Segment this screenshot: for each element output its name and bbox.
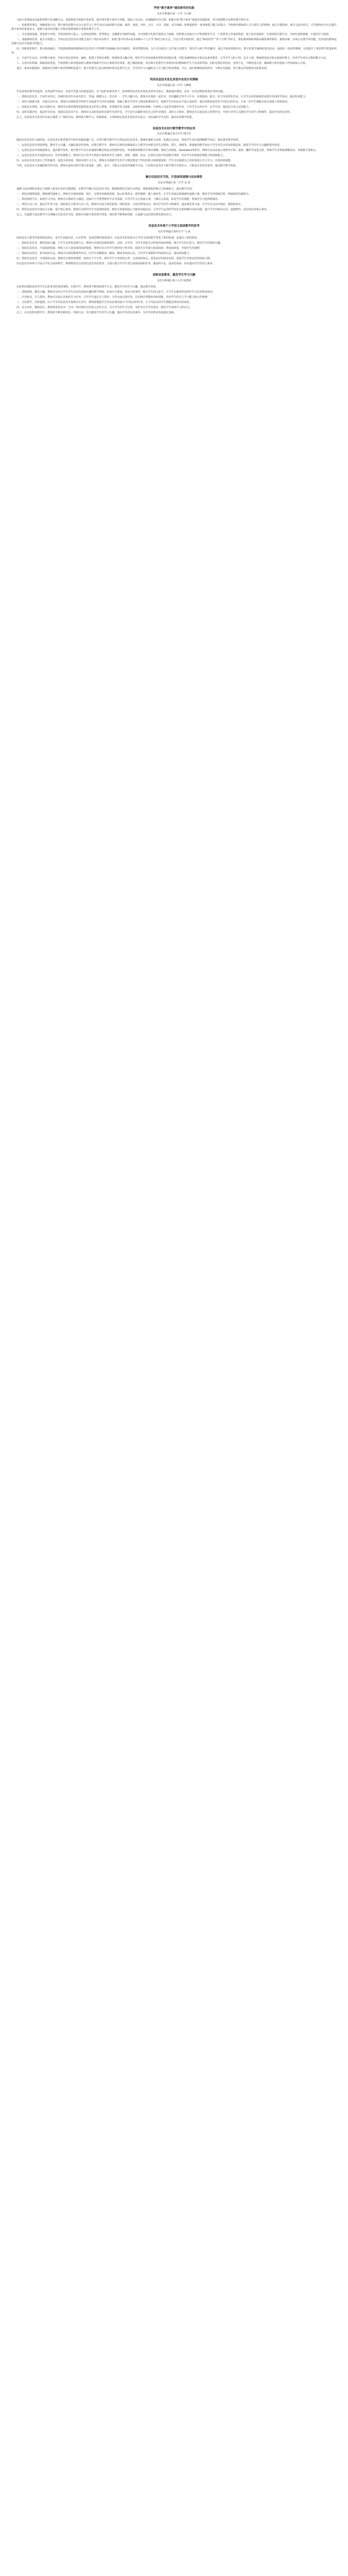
paragraph: 四、利用信息技术开展综合实践，提升核心素养。教师可以组织学生开展网络调查、制作手抄报和演示文稿等实践活动，引导学生运用所学知识分析和解决实际问题，提升学生的政治认同、道德修养、法治观念等核心素养。 [16, 208, 270, 212]
paragraph: 二、任务驱动，自主探究。教师可以设计具体的学习任务，引导学生通过自主探究、合作交流完成任务，在实践中掌握知识和技能，培养学生的自主学习能力和合作精神。 [16, 295, 210, 299]
article-6 [11, 273, 337, 315]
article-author: 吴忠市利通区第六小学 杨慧霞 [157, 279, 191, 282]
paragraph: 道德与法治课程是落实立德树人根本任务的关键课程。在教学中融合信息技术手段，能够使课堂更加生动形象，增强课程的吸引力和感染力，提高教学实效。 [16, 188, 195, 191]
article-author: 吴忠市利通区第二中学 金 艳 [157, 181, 191, 185]
paragraph: 二、利用网络平台，拓展学习空间。教师可以借助学习强国、国家中小学智慧教育平台等资源，引导学生关注国家大事、了解社会发展，拓宽学生的视野，将课堂学习延伸到课外。 [16, 198, 221, 201]
paragraph: 当然，信息技术只是辅助教学的手段，教师在使用过程中要注意适度、适时、适当，不能完全取代传统教学方法。只有将信息技术与数学教学有机结合，才能真正发挥其优势，提高数学教学质量。 [16, 164, 239, 168]
article-title: 创新信息教育，激发学生学习兴趣 [153, 273, 195, 277]
paragraph: 一、借助信息技术，丰富作业形式。传统的英语作业多以抄写、背诵、做题为主，形式单一，学生兴趣不高。教师可以借助一起作业、英语趣配音等学习平台，布置朗读、配音、听力等多样化作业，让学生在轻松愉悦的氛围中巩固所学知识，提高听说能力。 [16, 95, 308, 98]
paragraph: 四、运用信息技术进行个性化辅导，促进全面发展。借助在线学习平台，教师可以根据学生的学习情况推送个性化的练习和微课资源，学生可以根据自己的需要进行自主学习，实现因材施教。 [16, 159, 234, 163]
paragraph: 一、利用多媒体资源，增强课堂感染力。教师可以借助视频、图片、音频等多媒体资源，展示时事热点、典型案例、感人事迹等，让学生身临其境地感受道德力量，激发学生的情感共鸣，增强课堂的感染力。 [16, 193, 252, 196]
paragraph: 三、创设真实情境，设计实践作业。教师可以利用网络资源创设真实的语言情境，布置制作英文海报、录制英语短视频、开展线上交流等实践性作业，引导学生在用中学、在学中用，提高综合语言运用能力。 [16, 105, 252, 109]
article-author: 吴忠市利通区第一小学 马文俊 [157, 12, 191, 15]
paragraph: 三、加强教师培训，提升应用能力。学校以信息技术应用能力提升工程2.0为抓手，采取“集中培训+校本研修+个人自学”相结合的方式，分层分类开展培训。通过“师徒结对”“骨干引领”等形式，帮助教师熟练掌握多媒体课件制作、微课录制、在线互动教学等技能，切实提高教师运用数字技术开展教学的能力。 [11, 38, 337, 45]
article-author: 吴忠市利通区第三中学 马晓梅 [157, 83, 191, 87]
paragraph: 随着信息技术的飞速发展，信息技术在教育教学中的应用越来越广泛。在初中数学教学中合理运用信息技术，能够化抽象为具体、化静态为动态，帮助学生更好地理解数学知识，提高课堂教学效率。 [16, 139, 241, 142]
paragraph: 四、多元评价，激励成长。教师要采用自评、互评、师评相结合的多元评价方式，关注学生的学习过程，及时肯定学生的进步，激发学生持续学习的动力。 [16, 306, 192, 309]
paragraph: 作业是课堂教学的延伸，是巩固所学知识、发展学生能力的重要途径。在“双减”政策背景下，如何利用信息技术优化英语作业设计，做到减负增效，是每一位英语教师需要思考的问题。 [16, 90, 226, 93]
paragraph: 三、借助信息技术，指导阅读方法。教师可以利用微课等形式，向学生讲解默读、略读、精读等阅读方法，引导学生掌握科学的阅读方法，提高阅读能力。 [16, 251, 192, 255]
paragraph: 六、完善评价机制，保障持续发展。学校将数字素养建设纳入教师考核和学生综合素质评价体系，建立激励机制，对在数字化教学中表现突出的教师和学生予以表彰奖励。同时定期总结经验，查找不足，不断改进完善，确保数字素养建设工作持续深入开展。 [16, 61, 308, 65]
article-2 [11, 78, 337, 120]
article-3 [11, 127, 337, 168]
paragraph: 三、运用信息技术开展探究活动，培养思维能力。教师可以引导学生利用计算机软件自主操作、观察、猜想、验证，在探究过程中发现数学规律，培养学生的逻辑思维能力和创新能力。 [16, 154, 226, 158]
article-title: 信息技术在初中数学教学中的应用 [153, 127, 195, 130]
paragraph: 五、丰富学生活动，培养数字素养。学校开设信息科技、编程、机器人等特色课程，组建科技兴趣小组，组织学生参加各级各类科技创新比赛。同时加强网络安全和信息素养教育，引导学生文明上网、安全上网，增强辨别是非和自我保护能力，培养学生成为合格的数字公民。 [16, 56, 329, 60]
article-title: 融合信息技术手段，打造高效道德与法治课堂 [145, 176, 203, 179]
document-page [0, 0, 348, 332]
paragraph: 总之，信息技术为英语作业设计提供了广阔的空间。教师要不断学习，积极探索，合理利用信息技术优化作业设计，切实减轻学生负担，提高英语教学质量。 [16, 115, 195, 119]
paragraph: 一、借助信息技术，激发阅读兴趣。小学生以形象思维为主，教师可以利用多媒体课件、动画、音乐等，为学生创设生动形象的阅读情境，吸引学生的注意力，激发学生的阅读兴趣。 [16, 241, 223, 245]
article-5 [11, 224, 337, 266]
paragraph: 阅读是语文教学的重要组成部分，是学生获取信息、认识世界、发展思维的重要途径。信息技术的发展为小学语文阅读教学带来了新的机遇，也提出了新的要求。 [16, 236, 200, 240]
paragraph: 总之，在道德与法治教学中合理融合信息技术手段，能够有效提升课堂教学效果。我们要不断探索创新，让道德与法治课堂焕发新的活力。 [16, 213, 174, 217]
paragraph: 四、及时反馈评价，提高作业实效。借助信息技术平台，教师可以及时批改和反馈学生的作业，学生也可以随时查看自己的作业情况，及时订正错误。教师还可以通过展示优秀作业、开展互评等方式激发学生的学习积极性，提高作业的实效性。 [16, 110, 293, 114]
paragraph: 三、利用互动工具，提高学生参与度。借助希沃白板等互动工具，教师可以设计课堂游戏、即时投票、小组竞赛等活动，调动学生的学习积极性，提高课堂参与度，让学生在活动中体验、感悟和成长。 [16, 203, 244, 207]
paragraph: 二、利用大数据分析，实施分层作业。教师可以借助智学网等平台收集学生的作业数据，准确了解学生的学习情况和薄弱环节，根据学生的实际水平设计基础型、提高型和拓展型等不同层次的作业，让每一位学生都能在原有基础上得到发展。 [16, 100, 290, 104]
article-4 [11, 175, 337, 217]
article-author: 吴忠市利通区第五中学 杨学军 [157, 132, 191, 136]
paragraph: 信息科技课程是培养学生信息素养的重要课程。在教学中，教师要不断创新教学方式，激发学生的学习兴趣，提高教学效果。 [16, 285, 159, 289]
paragraph: 一、创设情境，激发兴趣。教师可以结合学生的生活实际创设有趣的教学情境，如设计小游戏、讲述小故事等，吸引学生的注意力，让学生在愉快的氛围中学习信息科技知识。 [16, 290, 216, 294]
paragraph: 二、夯实基础设施，优化数字环境。学校持续加大投入，完善校园网络、智慧教室、录播教室等硬件设施，为开展数字化教学提供有力保障。同时整合国家中小学智慧教育平台、宁夏教育云等优质资源，建立校本资源库，实现资源共建共享，为师生提供便捷、丰富的学习资源。 [16, 32, 332, 36]
article-title: 利用信息技术优化英语作业设计的策略 [150, 78, 198, 81]
paragraph: 三、分层教学，因材施教。由于学生的信息技术基础存在差异，教师要根据学生的实际情况设计不同层次的任务，让不同层次的学生都能获得成功的体验。 [16, 300, 192, 304]
article-title: 学校“数字素养”建设研究的实践 [154, 7, 194, 10]
paragraph: 四、创新课堂教学，推动深度融合。学校鼓励教师积极探索信息技术与学科教学深度融合的有效路径，利用智能终端、交互式白板等工具开展互动教学、探究学习和个性化辅导。通过开展优质课评比、数字化教学案例征集等活动，涌现出一批优秀课例，有效提升了课堂教学质量和效率。 [11, 47, 337, 55]
article-title: 信息技术环境下小学语文阅读教学的思考 [148, 225, 200, 228]
paragraph: 为深入贯彻落实国家教育数字化战略行动，加快推进学校数字化转型，提升师生数字素养与技能，我校立足实际，以课题研究为引领，积极开展“数字素养”建设的实践探索，努力构建数字化教育教学新生态。 [16, 18, 252, 22]
paragraph: 一、更新教育理念，明确建设方向。数字素养是数字社会公民学习工作生活应具备的数字获取、制作、使用、评价、交互、分享、创新、安全保障、伦理道德等一系列素质与能力的集合。学校组织教师深入学习相关文件精神，通过专题讲座、研讨交流等形式，引导教师充分认识提升数字素养的重要意义，把数字素养培育融入学校发展规划和日常教育教学之中。 [11, 23, 337, 31]
paragraph: 通过一系列实践探索，我校师生的数字素养得到明显提升，数字化教学已成为教师的常态化教学方式，学生的学习兴趣和自主学习能力明显增强。今后，我们将继续深化研究，不断总结提炼，努力推动学校教育高质量发展。 [16, 66, 270, 70]
paragraph: 一、运用信息技术创设情境，激发学习兴趣。兴趣是最好的老师。在数学教学中，教师可以利用多媒体展示与教学内容相关的生活情境、图片、视频等，将抽象的数学知识与学生的生活实际联系起来，激发学生的学习兴趣和探究欲望。 [16, 144, 283, 147]
paragraph: 二、借助信息技术，丰富阅读资源。网络上有大量优质的阅读资源，教师可以引导学生利用电子图书馆、阅读平台等进行拓展阅读，增加阅读量，开阔学生的视野。 [16, 246, 203, 250]
article-1 [11, 6, 337, 71]
paragraph: 在信息技术环境下开展小学语文阅读教学，教师既要充分发挥信息技术的优势，又要注重引导学生进行深度阅读和思考，避免碎片化、浅表化阅读，切实提高学生的语文素养。 [16, 262, 216, 265]
article-author: 吴忠市利通区第四小学 马 丽 [157, 230, 191, 233]
paragraph: 二、运用信息技术突破重难点，提高教学效率。初中数学中有许多抽象的概念和复杂的图形变化，单靠教师讲解学生难以理解。借助几何画板、GeoGebra等软件，教师可以动态演示图形的平移、旋转、翻折等变化过程，帮助学生直观地理解知识，突破教学重难点。 [16, 149, 319, 152]
paragraph: 总之，在信息科技教学中，教师要不断更新观念、创新方法，充分激发学生的学习兴趣，提高学生的信息素养，为学生的终身发展奠定基础。 [16, 311, 177, 314]
paragraph: 四、借助信息技术，开展阅读交流。教师可以利用班级群、阅读打卡平台等，组织学生分享阅读心得、交流阅读体会，营造良好的阅读氛围，促进学生养成良好的阅读习惯。 [16, 257, 213, 260]
